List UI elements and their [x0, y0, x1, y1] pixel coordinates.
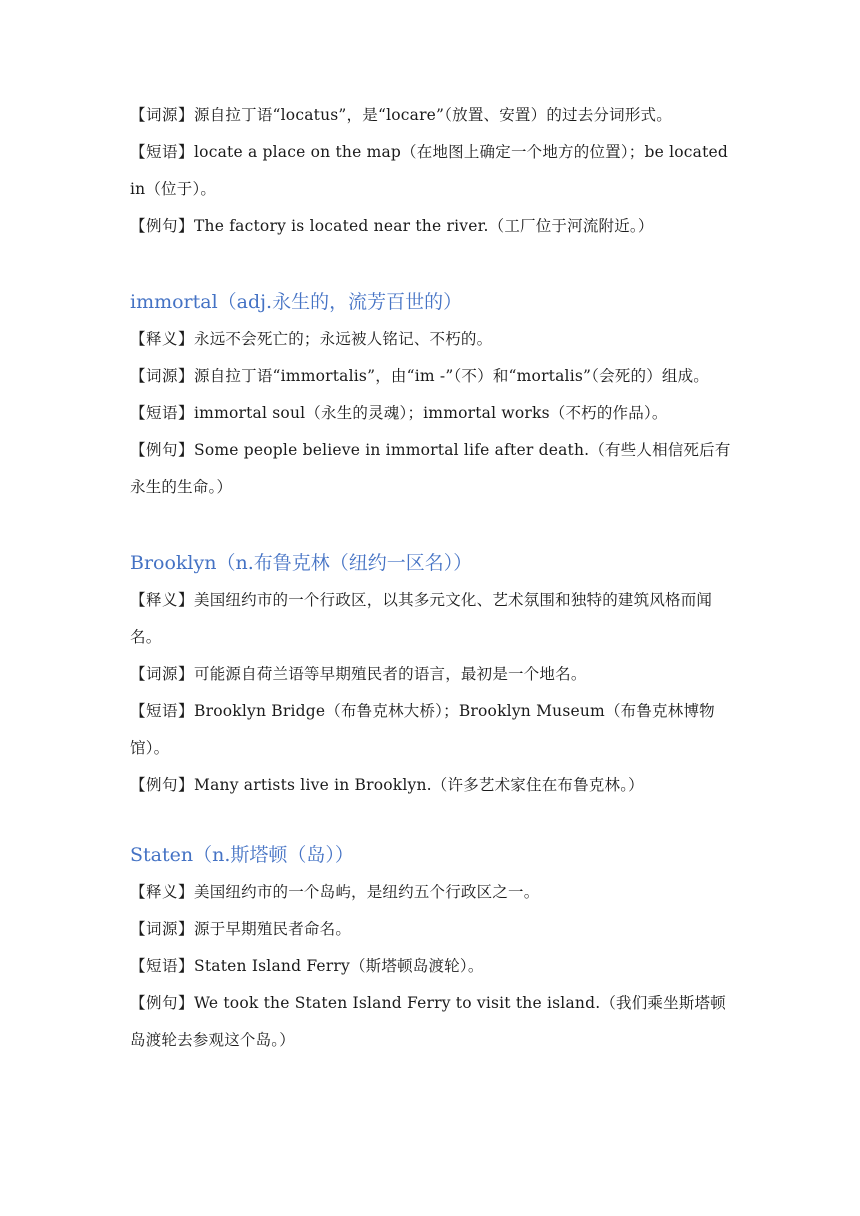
etymology-line [130, 358, 734, 395]
etymology-text: 源于早期殖民者命名。 [194, 920, 352, 938]
phrases-line [130, 693, 734, 767]
example-line [130, 208, 734, 245]
definition-text: 永远不会死亡的；永远被人铭记、不朽的。 [194, 330, 493, 348]
definition-tag: 【释义】 [130, 330, 195, 348]
etymology-tag: 【词源】 [130, 920, 195, 938]
phrases-line [130, 948, 734, 985]
entry-staten [130, 836, 734, 1059]
definition-text: 美国纽约市的一个行政区，以其多元文化、艺术氛围和独特的建筑风格而闻名。 [130, 591, 713, 646]
phrases-line [130, 134, 734, 208]
entry-heading: immortal（adj.永生的，流芳百世的） [130, 291, 463, 313]
phrases-text: Staten Island Ferry（斯塔顿岛渡轮）。 [194, 957, 484, 975]
example-line [130, 432, 734, 506]
entry-heading: Brooklyn（n.布鲁克林（纽约一区名）） [130, 552, 473, 574]
example-tag: 【例句】 [130, 776, 195, 794]
etymology-text: 源自拉丁语“locatus”，是“locare”（放置、安置）的过去分词形式。 [194, 106, 672, 124]
example-text: Some people believe in immortal life after death.（有些人相信死后有永生的生命。） [130, 441, 731, 496]
phrases-text: locate a place on the map（在地图上确定一个地方的位置）；be located in（位于）。 [130, 143, 729, 198]
etymology-line [130, 911, 734, 948]
phrases-tag: 【短语】 [130, 404, 195, 422]
definition-tag: 【释义】 [130, 591, 195, 609]
document-content [130, 97, 734, 1059]
phrases-tag: 【短语】 [130, 143, 195, 161]
example-line [130, 985, 734, 1059]
phrases-line [130, 395, 734, 432]
definition-text: 美国纽约市的一个岛屿，是纽约五个行政区之一。 [194, 883, 540, 901]
phrases-tag: 【短语】 [130, 957, 195, 975]
example-tag: 【例句】 [130, 217, 195, 235]
etymology-text: 源自拉丁语“immortalis”，由“im -”（不）和“mortalis”（会死的）组成。 [194, 367, 709, 385]
etymology-tag: 【词源】 [130, 665, 195, 683]
etymology-tag: 【词源】 [130, 367, 195, 385]
entry-immortal [130, 283, 734, 506]
example-text: The factory is located near the river.（工厂位于河流附近。） [194, 217, 654, 235]
etymology-text: 可能源自荷兰语等早期殖民者的语言，最初是一个地名。 [194, 665, 587, 683]
entry-locate [130, 97, 734, 245]
example-text: We took the Staten Island Ferry to visit the island.（我们乘坐斯塔顿岛渡轮去参观这个岛。） [130, 994, 726, 1049]
phrases-text: Brooklyn Bridge（布鲁克林大桥）；Brooklyn Museum（布鲁克林博物馆）。 [130, 702, 715, 757]
example-tag: 【例句】 [130, 441, 195, 459]
etymology-line [130, 656, 734, 693]
definition-line [130, 874, 734, 911]
example-tag: 【例句】 [130, 994, 195, 1012]
etymology-tag: 【词源】 [130, 106, 195, 124]
example-text: Many artists live in Brooklyn.（许多艺术家住在布鲁克林。） [194, 776, 644, 794]
phrases-text: immortal soul（永生的灵魂）；immortal works（不朽的作品）。 [194, 404, 668, 422]
definition-line [130, 321, 734, 358]
etymology-line [130, 97, 734, 134]
entry-brooklyn [130, 544, 734, 804]
definition-line [130, 582, 734, 656]
phrases-tag: 【短语】 [130, 702, 195, 720]
entry-heading: Staten（n.斯塔顿（岛）） [130, 844, 354, 866]
example-line [130, 767, 734, 804]
definition-tag: 【释义】 [130, 883, 195, 901]
